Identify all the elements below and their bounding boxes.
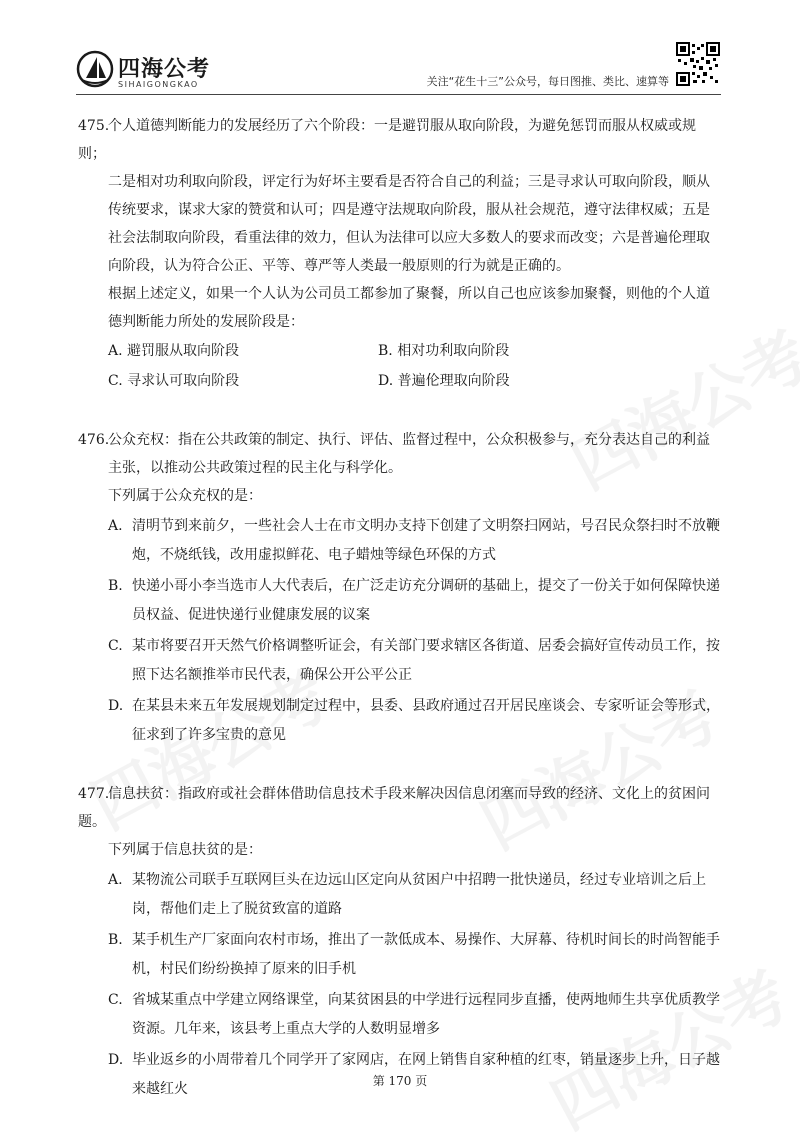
option-text: 普遍伦理取向阶段 <box>397 373 510 389</box>
option-text: 快递小哥小李当选市人大代表后，在广泛走访充分调研的基础上，提交了一份关于如何保障快递员权益、促进快递行业健康发展的议案 <box>132 578 720 623</box>
question-477 <box>78 780 720 1104</box>
stem-continuation: 二是相对功利取向阶段，评定行为好坏主要看是否符合自己的利益；三是寻求认可取向阶段，顺从传统要求，谋求大家的赞赏和认可；四是遵守法规取向阶段，服从社会规范，遵守法律权威；五是社会法制取向阶段，看重法律的效力，但认为法律可以应大多数人的要求而改变；六是普遍伦理取向阶段，认为符合公正、平等、尊严等人类最一般原则的行为就是正确的。 <box>108 174 710 274</box>
option-c[interactable] <box>108 366 378 396</box>
option-text: 相对功利取向阶段 <box>397 343 510 359</box>
option-text: 避罚服从取向阶段 <box>127 343 240 359</box>
options-grid <box>108 336 720 396</box>
option-text: 在某县未来五年发展规划制定过程中，县委、县政府通过召开居民座谈会、专家听证会等形式，征求到了许多宝贵的意见 <box>132 698 720 743</box>
page-header <box>0 0 800 100</box>
option-text: 寻求认可取向阶段 <box>127 373 240 389</box>
question-prompt: 下列属于信息扶贫的是： <box>108 842 262 858</box>
option-letter: A. <box>108 518 123 534</box>
option-text: 毕业返乡的小周带着几个同学开了家网店，在网上销售自家种植的红枣，销量逐步上升，日子越来越红火 <box>132 1052 720 1097</box>
option-b[interactable] <box>108 572 720 630</box>
option-letter: B. <box>108 932 123 948</box>
option-c[interactable] <box>108 986 720 1044</box>
option-letter: D. <box>108 698 124 714</box>
option-letter: D. <box>108 1052 124 1068</box>
question-prompt: 根据上述定义，如果一个人认为公司员工都参加了聚餐，所以自己也应该参加聚餐，则他的个人道德判断能力所处的发展阶段是： <box>108 286 710 330</box>
option-letter: A. <box>108 343 123 359</box>
stem-first-line: 信息扶贫：指政府或社会群体借助信息技术手段来解决因信息闭塞而导致的经济、文化上的贫困问题。 <box>78 786 710 830</box>
question-list <box>78 112 720 1104</box>
header-note: 关注“花生十三”公众号，每日图推、类比、速算等 <box>426 75 669 88</box>
option-letter: B. <box>108 578 123 594</box>
brand-subtitle: SIHAIGONGKAO <box>118 80 199 89</box>
option-b[interactable] <box>378 336 648 366</box>
brand-name: 四海公考 <box>118 57 211 82</box>
question-stem <box>78 112 720 168</box>
header-divider <box>76 94 721 95</box>
question-stem <box>78 426 720 454</box>
option-text: 某物流公司联手互联网巨头在边远山区定向从贫困户中招聘一批快递员，经过专业培训之后上岗，帮他们走上了脱贫致富的道路 <box>132 872 706 917</box>
option-letter: C. <box>108 638 123 654</box>
option-letter: A. <box>108 872 123 888</box>
question-476 <box>78 426 720 750</box>
question-stem <box>78 780 720 836</box>
option-text: 某市将要召开天然气价格调整听证会，有关部门要求辖区各街道、居委会搞好宣传动员工作，按照下达名额推举市民代表，确保公开公平公正 <box>132 638 720 683</box>
option-a[interactable] <box>108 512 720 570</box>
option-letter: C. <box>108 373 123 389</box>
option-letter: B. <box>378 343 393 359</box>
stem-first-line: 公众充权：指在公共政策的制定、执行、评估、监督过程中，公众积极参与，充分表达自己的利益 <box>108 432 710 448</box>
option-letter: D. <box>378 373 394 389</box>
question-number: 475. <box>78 118 110 134</box>
option-a[interactable] <box>108 866 720 924</box>
option-c[interactable] <box>108 632 720 690</box>
sailboat-logo-icon <box>76 50 114 88</box>
option-d[interactable] <box>108 692 720 750</box>
stem-continuation: 主张，以推动公共政策过程的民主化与科学化。 <box>108 460 402 476</box>
option-text: 清明节到来前夕，一些社会人士在市文明办支持下创建了文明祭扫网站，号召民众祭扫时不放鞭炮，不烧纸钱，改用虚拟鲜花、电子蜡烛等绿色环保的方式 <box>132 518 720 563</box>
question-number: 477. <box>78 786 110 802</box>
option-a[interactable] <box>108 336 378 366</box>
option-letter: C. <box>108 992 123 1008</box>
option-text: 省城某重点中学建立网络课堂，向某贫困县的中学进行远程同步直播，使两地师生共享优质教学资源。几年来，该县考上重点大学的人数明显增多 <box>132 992 720 1037</box>
stem-first-line: 个人道德判断能力的发展经历了六个阶段：一是避罚服从取向阶段，为避免惩罚而服从权威或规则； <box>78 118 696 162</box>
option-text: 某手机生产厂家面向农村市场，推出了一款低成本、易操作、大屏幕、待机时间长的时尚智能手机，村民们纷纷换掉了原来的旧手机 <box>132 932 720 977</box>
qr-code-icon <box>676 42 720 86</box>
question-475 <box>78 112 720 396</box>
option-b[interactable] <box>108 926 720 984</box>
question-number: 476. <box>78 432 110 448</box>
page-number: 第 170 页 <box>372 1074 428 1088</box>
option-d[interactable] <box>378 366 648 396</box>
question-prompt: 下列属于公众充权的是： <box>108 488 262 504</box>
